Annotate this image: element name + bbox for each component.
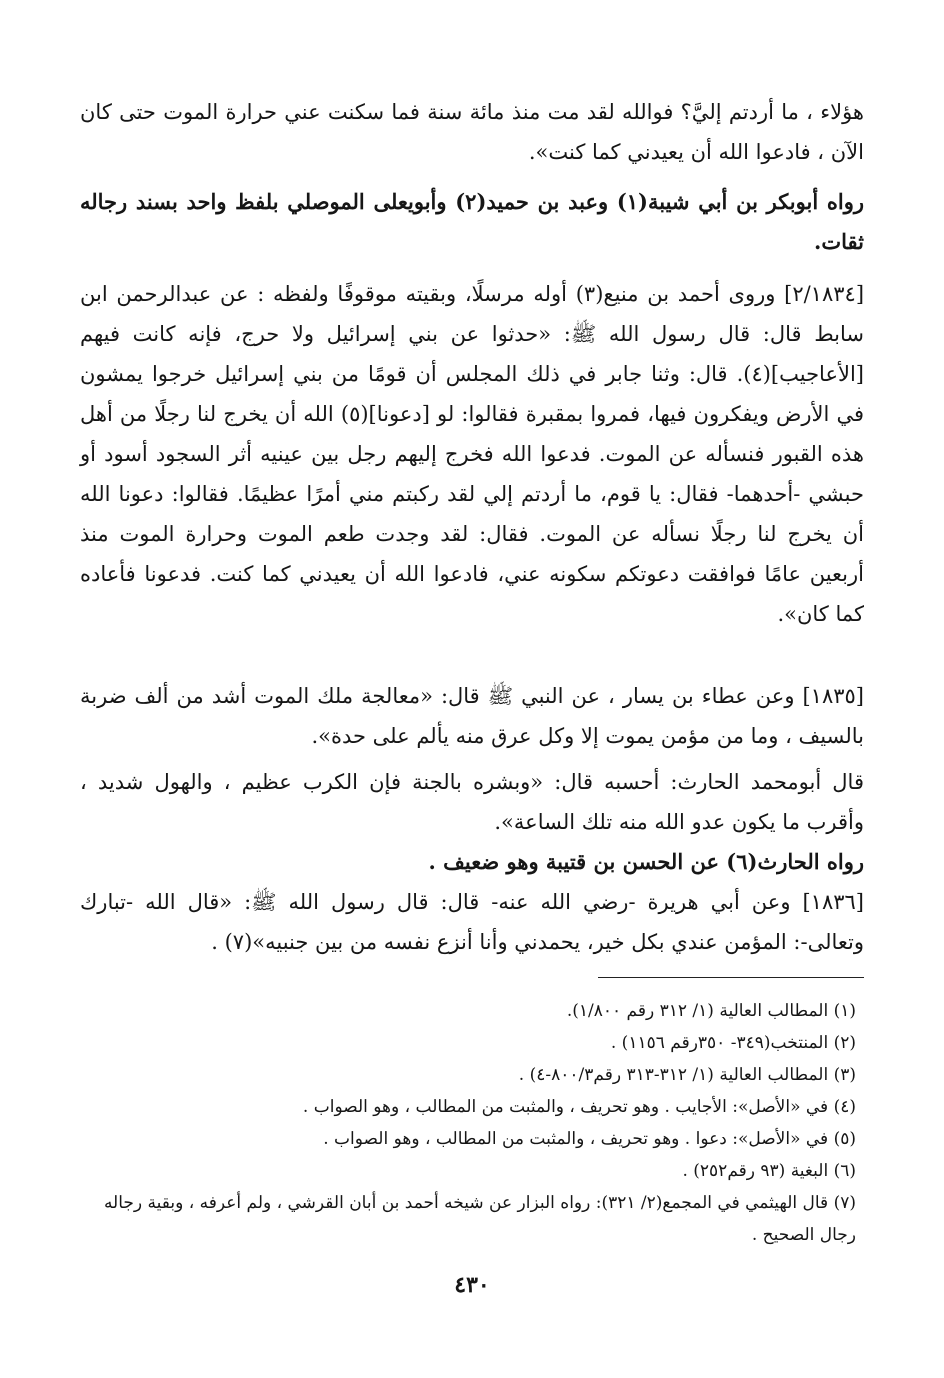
footnote-4: (٤) في «الأصل»: الأجايب . وهو تحريف ، والمثبت من المطالب ، وهو الصواب . xyxy=(302,1097,856,1117)
footnotes xyxy=(82,995,856,1251)
page-number: ٤٣٠ xyxy=(454,1272,490,1298)
paragraph-narration-1: رواه أبوبكر بن أبي شيبة(١) وعبد بن حميد(٢) وأبويعلى الموصلي بلفظ واحد بسند رجاله ثقات. xyxy=(80,189,864,254)
footnote-7: (٧) قال الهيثمي في المجمع(٢/ ٣٢١): رواه البزار عن شيخه أحمد بن أبان القرشي ، ولم أعرفه ، وبقية رجاله رجال الصحيح . xyxy=(103,1193,856,1245)
footnote-2: (٢) المنتخب(٣٤٩- ٣٥٠رقم ١١٥٦) . xyxy=(610,1033,856,1053)
paragraph-hadith-1834: [٢/١٨٣٤] وروى أحمد بن منيع(٣) أوله مرسلًا، وبقيته موقوفًا ولفظه : عن عبدالرحمن ابن سابط قال: قال رسول الله ﷺ: «حدثوا عن بني إسرائيل ولا حرج، فإنه كانت فيهم [الأعاجيب](٤). قال: وثنا جابر في ذلك المجلس أن قومًا من بني إسرائيل خرجوا يمشون في الأرض ويفكرون فيها، فمروا بمقبرة فقالوا: لو [دعونا](٥) الله أن يخرج لنا رجلًا من أهل هذه القبور فنسأله عن الموت. فدعوا الله فخرج إليهم رجل بين عينيه أثر السجود أسود أو حبشي -أحدهما- فقال: يا قوم، ما أردتم إلي لقد ركبتم مني أمرًا عظيمًا. فقالوا: دعونا الله أن يخرج لنا رجلًا نسأله عن الموت. فقال: لقد وجدت طعم الموت وحرارة الموت منذ أربعين عامًا فوافقت دعوتكم سكونه عني، فادعوا الله أن يعيدني كما كنت. فدعونا فأعاده كما كان». xyxy=(80,282,865,626)
footnote-3: (٣) المطالب العالية (١/ ٣١٢-٣١٣ رقم٨٠٠/٣-٤) . xyxy=(518,1065,856,1085)
paragraph-continuation: هؤلاء ، ما أردتم إليَّ؟ فوالله لقد مت منذ مائة سنة فما سكنت عني حرارة الموت حتى كان الآن ، فادعوا الله أن يعيدني كما كنت». xyxy=(80,100,864,164)
footnote-5: (٥) في «الأصل»: دعوا . وهو تحريف ، والمثبت من المطالب ، وهو الصواب . xyxy=(323,1129,856,1149)
paragraph-hadith-1835: [١٨٣٥] وعن عطاء بن يسار ، عن النبي ﷺ قال: «معالجة ملك الموت أشد من ألف ضربة بالسيف ، وما من مؤمن يموت إلا وكل عرق منه يألم على حدة». xyxy=(80,684,864,748)
paragraph-narration-2: رواه الحارث(٦) عن الحسن بن قتيبة وهو ضعيف . xyxy=(428,849,864,874)
footnote-6: (٦) البغية (٩٣ رقم٢٥٢) . xyxy=(682,1161,856,1181)
footnote-1: (١) المطالب العالية (١/ ٣١٢ رقم ١/٨٠٠). xyxy=(566,1001,856,1021)
footnote-separator xyxy=(598,977,864,978)
paragraph-commentary: قال أبومحمد الحارث: أحسبه قال: «وبشره بالجنة فإن الكرب عظيم ، والهول شديد ، وأقرب ما يكون عدو الله منه تلك الساعة». xyxy=(80,770,864,834)
paragraph-hadith-1836: [١٨٣٦] وعن أبي هريرة -رضي الله عنه- قال: قال رسول الله ﷺ: «قال الله -تبارك وتعالى-: المؤمن عندي بكل خير، يحمدني وأنا أنزع نفسه من بين جنبيه»(٧) . xyxy=(80,890,864,954)
